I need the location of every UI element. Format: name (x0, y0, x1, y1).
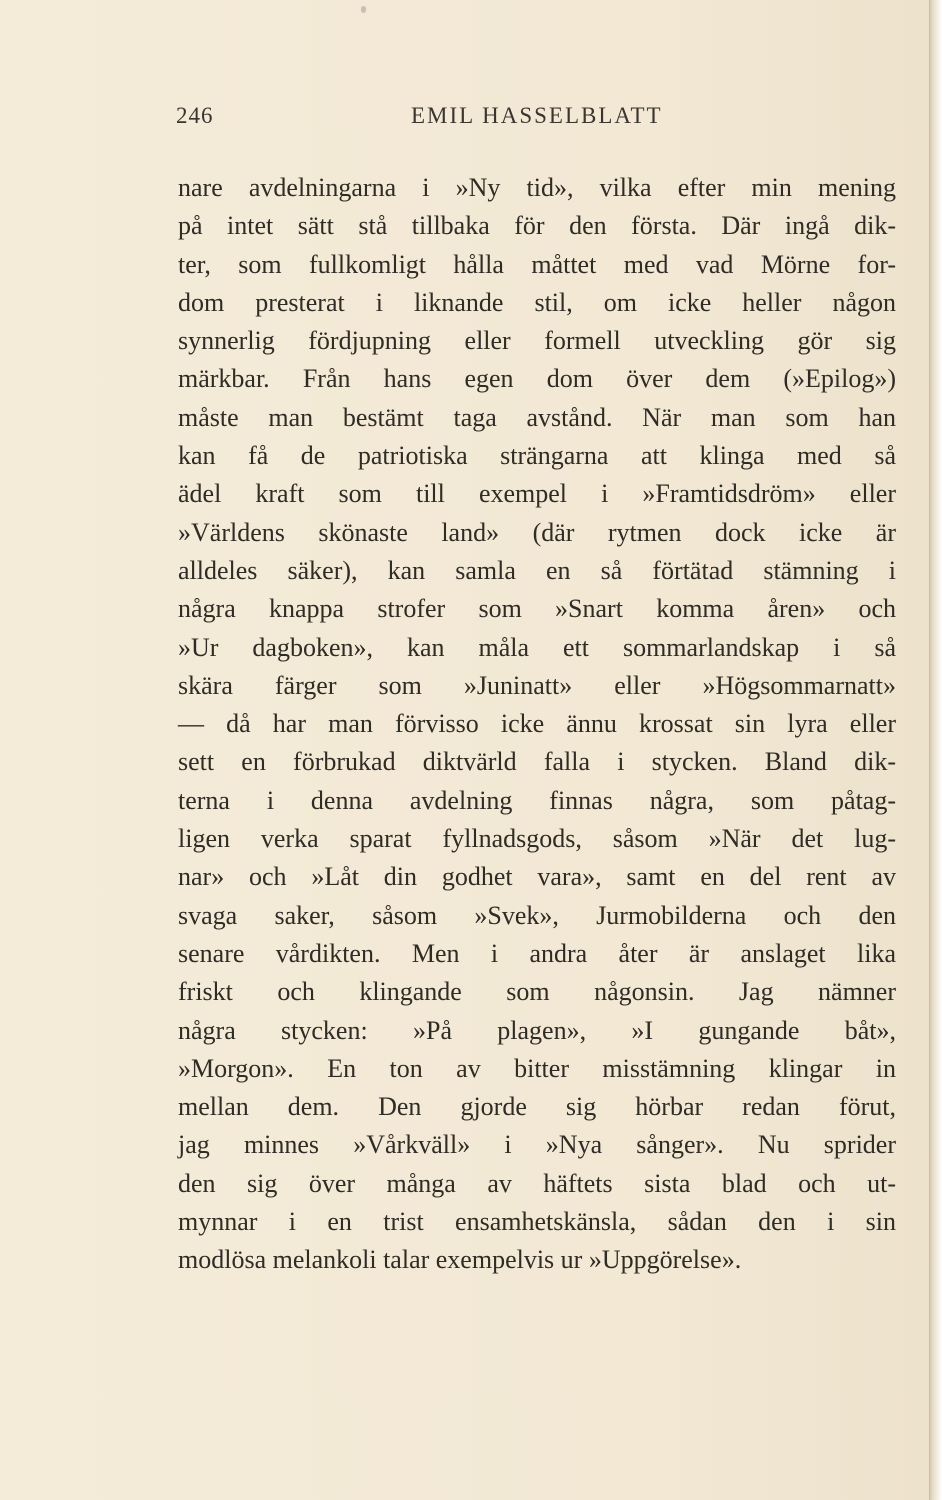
text-line: nare avdelningarna i »Ny tid», vilka efter min mening (178, 173, 896, 202)
text-line: märkbar. Från hans egen dom över dem (»Epilog») (178, 364, 896, 394)
page-edge (929, 0, 942, 1500)
text-line: jag minnes »Vårkväll» i »Nya sånger». Nu sprider (178, 1130, 896, 1160)
text-line: den sig över många av häftets sista blad och ut- (178, 1168, 896, 1198)
text-line: sett en förbrukad diktvärld falla i stycken. Bland dik- (178, 747, 896, 777)
text-line: svaga saker, såsom »Svek», Jurmobilderna och den (178, 900, 896, 930)
page-header (176, 103, 896, 137)
text-line: några knappa strofer som »Snart komma åren» och (178, 594, 896, 624)
text-line: ter, som fullkomligt hålla måttet med vad Mörne for- (178, 249, 896, 279)
text-line: några stycken: »På plagen», »I gungande båt», (178, 1015, 896, 1045)
text-line: skära färger som »Juninatt» eller »Högsommarnatt» (178, 670, 896, 700)
text-line: dom presterat i liknande stil, om icke heller någon (178, 287, 896, 317)
text-line: på intet sätt stå tillbaka för den första. Där ingå dik- (178, 211, 896, 241)
page-number: 246 (176, 103, 214, 128)
text-line: synnerlig fördjupning eller formell utveckling gör sig (178, 326, 896, 356)
text-line: måste man bestämt taga avstånd. När man som han (178, 402, 896, 432)
paper-speck (361, 6, 366, 13)
text-line: terna i denna avdelning finnas några, som påtag- (178, 785, 896, 815)
text-line: kan få de patriotiska strängarna att klinga med så (178, 441, 896, 471)
text-line: »Morgon». En ton av bitter misstämning klingar in (178, 1053, 896, 1083)
body-text (178, 169, 896, 1280)
text-line: — då har man förvisso icke ännu krossat sin lyra eller (178, 709, 896, 739)
text-line: ädel kraft som till exempel i »Framtidsdröm» eller (178, 479, 896, 509)
text-line: modlösa melankoli talar exempelvis ur »Uppgörelse». (178, 1245, 742, 1275)
text-line: friskt och klingande som någonsin. Jag nämner (178, 977, 896, 1007)
text-line: nar» och »Låt din godhet vara», samt en del rent av (178, 862, 896, 892)
text-line: ligen verka sparat fyllnadsgods, såsom »När det lug- (178, 824, 896, 854)
text-line: alldeles säker), kan samla en så förtätad stämning i (178, 555, 896, 585)
text-line: »Ur dagboken», kan måla ett sommarlandskap i så (178, 632, 896, 662)
text-line: mynnar i en trist ensamhetskänsla, sådan den i sin (178, 1207, 896, 1237)
text-line: »Världens skönaste land» (där rytmen dock icke är (178, 517, 896, 547)
text-line: mellan dem. Den gjorde sig hörbar redan förut, (178, 1092, 896, 1122)
text-line: senare vårdikten. Men i andra åter är anslaget lika (178, 938, 896, 968)
running-head: EMIL HASSELBLATT (411, 103, 663, 128)
